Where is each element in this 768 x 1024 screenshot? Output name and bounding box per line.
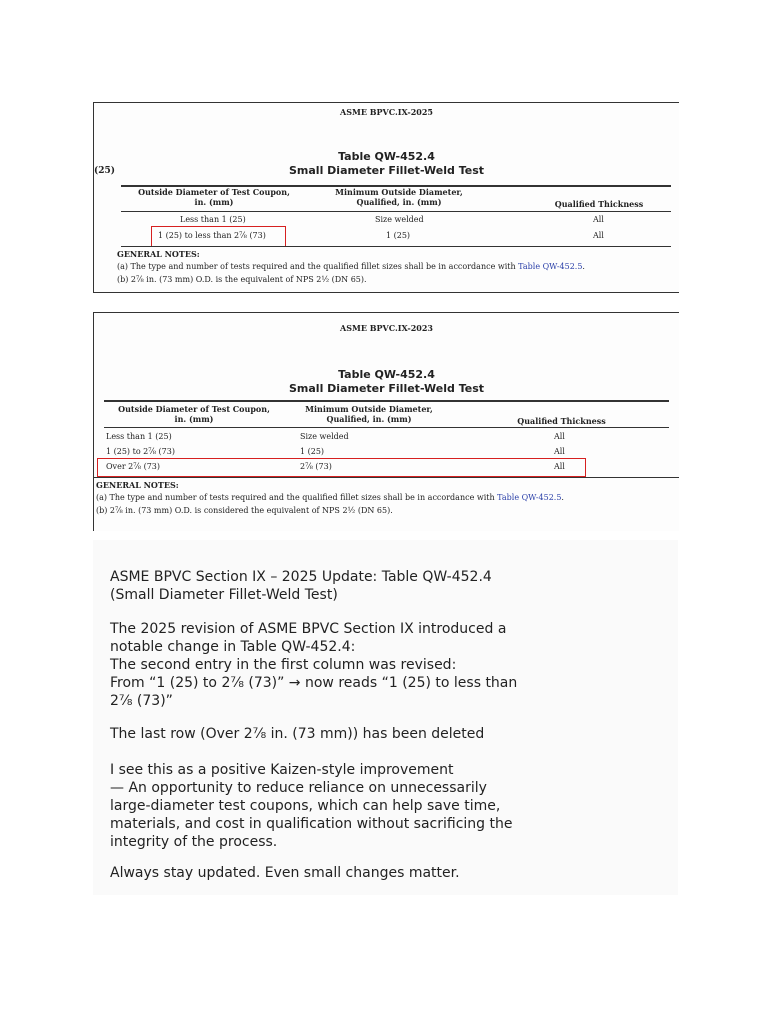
commentary-title-line: (Small Diameter Fillet-Weld Test) [110, 587, 338, 603]
column-header-od [124, 187, 304, 207]
note-text: (a) The type and number of tests required and the qualified fillet sizes shall be in accordance with [96, 493, 498, 502]
commentary-line: materials, and cost in qualification without sacrificing the [110, 816, 513, 832]
table-title: Table QW-452.4 [338, 368, 435, 381]
note-text: (a) The type and number of tests required and the qualified fillet sizes shall be in accordance with [117, 262, 519, 271]
note-a [96, 493, 564, 502]
table-cell: 2⅞ (73) [300, 462, 332, 471]
table-cell: Over 2⅞ (73) [106, 462, 160, 471]
general-notes-title: GENERAL NOTES: [96, 480, 179, 490]
table-panel-2023 [93, 312, 679, 531]
table-link[interactable]: Table QW-452.5 [497, 493, 562, 502]
column-header-od [104, 404, 284, 424]
note-a [117, 262, 585, 271]
commentary-line: I see this as a positive Kaizen-style improvement [110, 762, 454, 778]
table-cell: All [593, 231, 604, 240]
column-header-min-od [319, 187, 479, 207]
column-header-text: in. (mm) [194, 197, 234, 207]
revision-mark: (25) [94, 166, 116, 176]
table-bottom-rule [94, 477, 679, 478]
table-panel-2025 [93, 102, 679, 293]
table-cell: 1 (25) [386, 231, 411, 240]
table-cell: 1 (25) to 2⅞ (73) [106, 447, 175, 456]
table-top-rule [121, 185, 671, 187]
table-cell: All [593, 215, 604, 224]
table-top-rule [104, 400, 669, 402]
general-notes-title: GENERAL NOTES: [117, 249, 200, 259]
table-title: Table QW-452.4 [338, 150, 435, 163]
column-header-text: Outside Diameter of Test Coupon, [138, 187, 290, 197]
commentary-line: — An opportunity to reduce reliance on unnecessarily [110, 780, 487, 796]
note-text: . [561, 493, 564, 502]
page-header: ASME BPVC.IX-2023 [340, 323, 433, 333]
column-header-text: Qualified, in. (mm) [326, 414, 412, 424]
commentary-closing-line: Always stay updated. Even small changes matter. [110, 865, 460, 881]
table-cell: 1 (25) to less than 2⅞ (73) [158, 231, 266, 240]
table-cell: Size welded [375, 215, 424, 224]
commentary-block [93, 540, 678, 895]
column-header-text: Minimum Outside Diameter, [335, 187, 463, 197]
table-cell: All [554, 447, 565, 456]
table-cell: 1 (25) [300, 447, 325, 456]
note-b: (b) 2⅞ in. (73 mm) O.D. is considered the equivalent of NPS 2½ (DN 65). [96, 506, 393, 515]
table-cell: Size welded [300, 432, 349, 441]
column-header-text: Qualified, in. (mm) [356, 197, 442, 207]
table-subtitle: Small Diameter Fillet-Weld Test [289, 164, 484, 177]
commentary-line: From “1 (25) to 2⅞ (73)” → now reads “1 (25) to less than [110, 675, 518, 691]
table-subtitle: Small Diameter Fillet-Weld Test [289, 382, 484, 395]
highlight-box [151, 226, 286, 247]
commentary-line: notable change in Table QW-452.4: [110, 639, 356, 655]
column-header-min-od [284, 404, 454, 424]
table-bottom-rule [121, 246, 671, 247]
commentary-line: The last row (Over 2⅞ in. (73 mm)) has been deleted [110, 726, 485, 742]
table-header-rule [104, 427, 669, 428]
commentary-line: 2⅞ (73)” [110, 693, 173, 709]
highlight-box [97, 458, 586, 477]
table-cell: All [554, 432, 565, 441]
note-text: . [582, 262, 585, 271]
table-cell: Less than 1 (25) [106, 432, 172, 441]
table-header-rule [121, 211, 671, 212]
commentary-line: integrity of the process. [110, 834, 278, 850]
commentary-line: The 2025 revision of ASME BPVC Section IX introduced a [110, 621, 507, 637]
commentary-title-line: ASME BPVC Section IX – 2025 Update: Table QW-452.4 [110, 569, 492, 585]
commentary-line: large-diameter test coupons, which can help save time, [110, 798, 501, 814]
page-header: ASME BPVC.IX-2025 [340, 107, 433, 117]
commentary-line: The second entry in the first column was revised: [110, 657, 457, 673]
note-b: (b) 2⅞ in. (73 mm) O.D. is the equivalent of NPS 2½ (DN 65). [117, 275, 367, 284]
table-cell: Less than 1 (25) [180, 215, 246, 224]
column-header-text: in. (mm) [174, 414, 214, 424]
table-cell: All [554, 462, 565, 471]
column-header-text: Minimum Outside Diameter, [305, 404, 433, 414]
column-header-thickness: Qualified Thickness [554, 199, 644, 209]
column-header-text: Outside Diameter of Test Coupon, [118, 404, 270, 414]
table-link[interactable]: Table QW-452.5 [518, 262, 583, 271]
column-header-thickness: Qualified Thickness [517, 416, 606, 426]
